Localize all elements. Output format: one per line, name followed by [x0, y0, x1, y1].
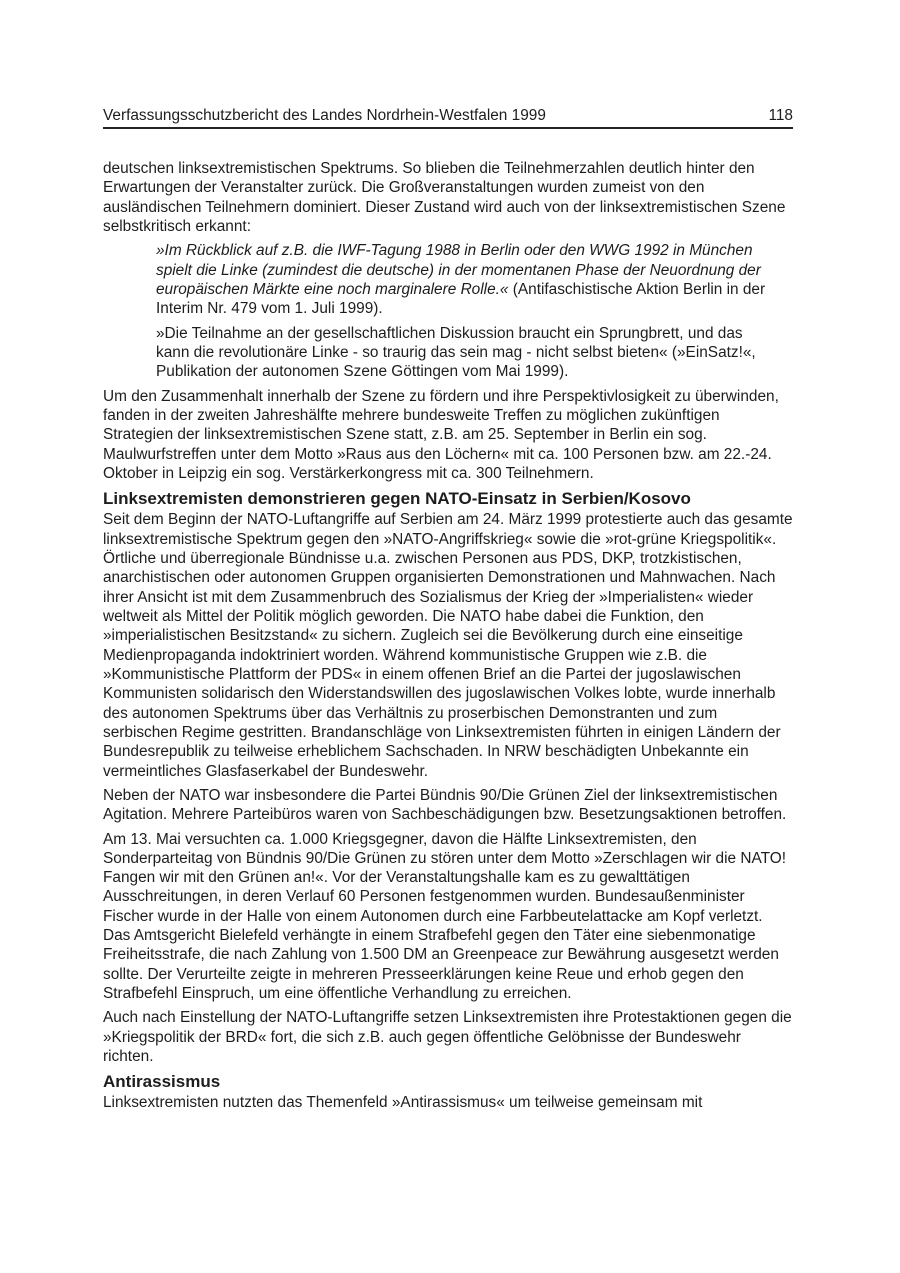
- paragraph: Linksextremisten nutzten das Themenfeld »Antirassismus« um teilweise gemeinsam mit: [103, 1094, 703, 1112]
- quote-regular-run: (Antifaschistische Aktion Berlin in der Interim Nr. 479 vom 1. Juli 1999).: [156, 280, 766, 318]
- quote-italic-run: »Im Rückblick auf z.B. die IWF-Tagung 1988 in Berlin oder den WWG 1992 in München spielt die Linke (zumindest die deutsche) in der momentanen Phase der Neuordnung der europäischen Märkte eine noch marginalere Rolle.«: [156, 242, 761, 298]
- section-heading: Linksextremisten demonstrieren gegen NATO-Einsatz in Serbien/Kosovo: [103, 489, 691, 509]
- document-body: [103, 159, 793, 1113]
- running-header-title: Verfassungsschutzbericht des Landes Nordrhein-Westfalen 1999: [103, 107, 546, 124]
- page-number: 118: [768, 107, 793, 124]
- block-quote: [156, 241, 773, 318]
- page-content: [103, 106, 793, 1118]
- quote-regular-run: »Die Teilnahme an der gesellschaftlichen Diskussion braucht ein Sprungbrett, und das kann die revolutionäre Linke - so traurig das sein mag - nicht selbst bieten« (»EinSatz!«, Publikation der autonomen Szene Göttingen vom Mai 1999).: [156, 324, 756, 381]
- paragraph: deutschen linksextremistischen Spektrums. So blieben die Teilnehmerzahlen deutlich hinter den Erwartungen der Veranstalter zurück. Die Großveranstaltungen wurden zumeist von den ausländischen Teilnehmern dominiert. Dieser Zustand wird auch von der linksextremistischen Szene selbstkritisch erkannt:: [103, 160, 786, 235]
- section-heading: Antirassismus: [103, 1072, 221, 1092]
- page-header: [103, 106, 793, 129]
- block-quote: [156, 324, 773, 382]
- paragraph: Neben der NATO war insbesondere die Partei Bündnis 90/Die Grünen Ziel der linksextremistischen Agitation. Mehrere Parteibüros waren von Sachbeschädigungen bzw. Besetzungsaktionen betroffen.: [103, 786, 787, 824]
- paragraph: Auch nach Einstellung der NATO-Luftangriffe setzen Linksextremisten ihre Protestaktionen gegen die »Kriegspolitik der BRD« fort, die sich z.B. auch gegen öffentliche Gelöbnisse der Bundeswehr richten.: [103, 1009, 792, 1066]
- paragraph: Am 13. Mai versuchten ca. 1.000 Kriegsgegner, davon die Hälfte Linksextremisten, den Sonderparteitag von Bündnis 90/Die Grünen zu stören unter dem Motto »Zerschlagen wir die NATO! Fangen wir mit den Grünen an!«. Vor der Veranstaltungshalle kam es zu gewalttätigen Ausschreitungen, in deren Verlauf 60 Personen festgenommen wurden. Bundesaußenminister Fischer wurde in der Halle von einem Autonomen durch eine Farbbeutelattacke am Kopf verletzt. Das Amtsgericht Bielefeld verhängte in einem Strafbefehl gegen den Täter eine siebenmonatige Freiheitsstrafe, die nach Zahlung von 1.500 DM an Greenpeace zur Bewährung ausgesetzt werden sollte. Der Verurteilte zeigte in mehreren Presseerklärungen keine Reue und erhob gegen den Strafbefehl Einspruch, um eine öffentliche Verhandlung zu erreichen.: [103, 830, 786, 1003]
- paragraph: Um den Zusammenhalt innerhalb der Szene zu fördern und ihre Perspektivlosigkeit zu überwinden, fanden in der zweiten Jahreshälfte mehrere bundesweite Treffen zu möglichen zukünftigen Strategien der linksextremistischen Szene statt, z.B. am 25. September in Berlin ein sog. Maulwurfstreffen unter dem Motto »Raus aus den Löchern« mit ca. 100 Personen bzw. am 22.-24. Oktober in Leipzig ein sog. Verstärkerkongress mit ca. 300 Teilnehmern.: [103, 387, 779, 482]
- paragraph: Seit dem Beginn der NATO-Luftangriffe auf Serbien am 24. März 1999 protestierte auch das gesamte linksextremistische Spektrum gegen den »NATO-Angriffskrieg« sowie die »rot-grüne Kriegspolitik«. Örtliche und überregionale Bündnisse u.a. zwischen Personen aus PDS, DKP, trotzkistischen, anarchistischen oder autonomen Gruppen organisierten Demonstrationen und Mahnwachen. Nach ihrer Ansicht ist mit dem Zusammenbruch des Sozialismus der Krieg der »Imperialisten« wieder weltweit als Mittel der Politik möglich geworden. Die NATO habe dabei die Funktion, den »imperialistischen Besitzstand« zu sichern. Zugleich sei die Bevölkerung durch eine einseitige Medienpropaganda indoktriniert worden. Während kommunistische Gruppen wie z.B. die »Kommunistische Plattform der PDS« in einem offenen Brief an die Partei der jugoslawischen Kommunisten solidarisch den Widerstandswillen des jugoslawischen Volkes lobte, wurde innerhalb des autonomen Spektrums über das Verhältnis zu proserbischen Demonstranten und zum serbischen Regime gestritten. Brandanschläge von Linksextremisten führten in einigen Ländern der Bundesrepublik zu teilweise erheblichem Sachschaden. In NRW beschädigten Unbekannte ein vermeintliches Glasfaserkabel der Bundeswehr.: [103, 511, 793, 780]
